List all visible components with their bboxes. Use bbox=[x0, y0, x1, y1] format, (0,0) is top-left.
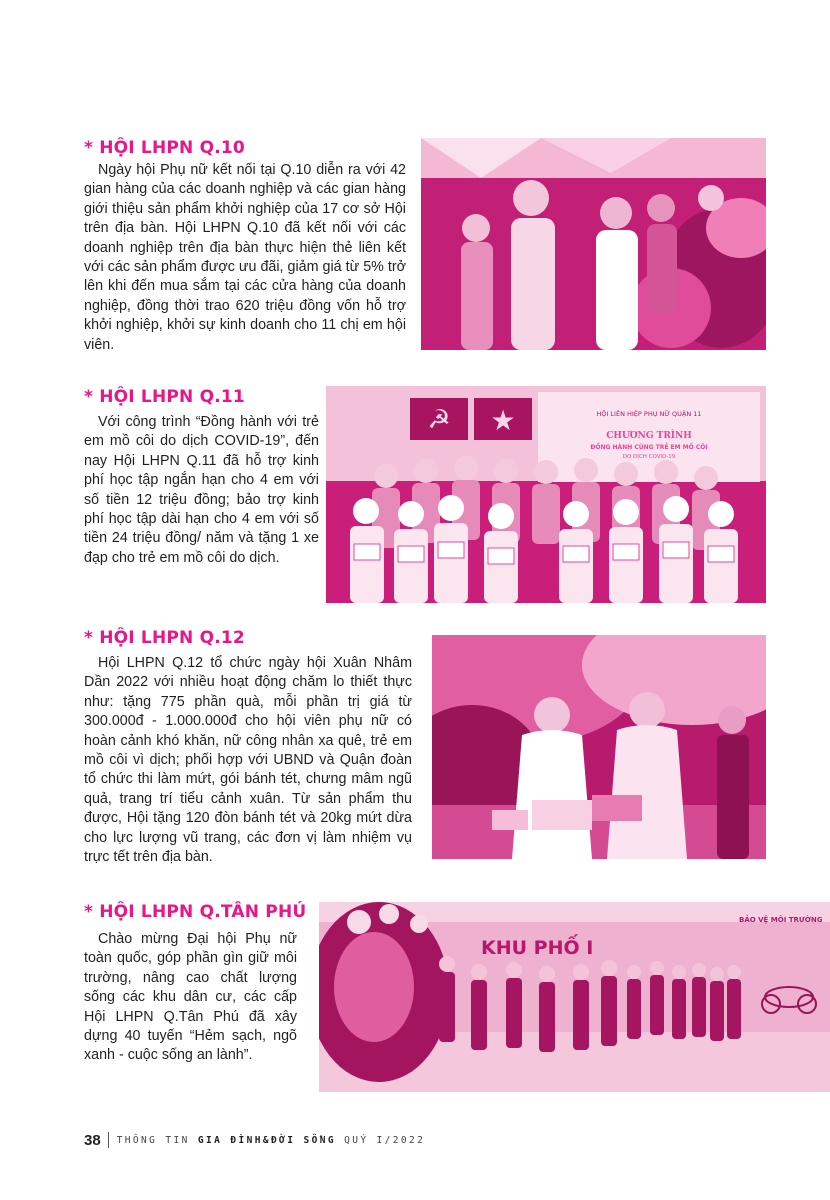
section-heading-q10: * HỘI LHPN Q.10 bbox=[84, 138, 245, 158]
wall-text-khu-pho: KHU PHỐ I bbox=[481, 937, 594, 959]
publication-prefix: THÔNG TIN bbox=[116, 1134, 190, 1146]
photo-q10-market bbox=[421, 138, 766, 350]
page-number: 38 bbox=[84, 1131, 101, 1149]
banner-line2: ĐỒNG HÀNH CÙNG TRẺ EM MỒ CÔI bbox=[590, 444, 708, 451]
photo-tan-phu-green-alley bbox=[319, 902, 830, 1092]
section-heading-q12: * HỘI LHPN Q.12 bbox=[84, 628, 245, 648]
banner-org: HỘI LIÊN HIỆP PHỤ NỮ QUẬN 11 bbox=[596, 410, 702, 418]
photo-q12-gift-event bbox=[432, 635, 766, 859]
svg-text:☭: ☭ bbox=[427, 405, 451, 435]
publication-issue: QUÝ I/2022 bbox=[344, 1134, 426, 1146]
svg-text:★: ★ bbox=[490, 404, 516, 437]
page-footer bbox=[84, 1128, 425, 1152]
publication-name-2: ĐỜI SỐNG bbox=[270, 1134, 336, 1146]
section-body-q11: Với công trình “Đồng hành với trẻ em mồ côi do dịch COVID-19”, đến nay Hội LHPN Q.11 đã hỗ trợ kinh phí học tập ngắn hạn cho 4 em với số tiền 12 triệu đồng; bảo trợ kinh phí học tập dài hạn cho 4 em với số tiền 24 triệu đồng/ năm và tặng 1 xe đạp cho trẻ em mồ côi do dịch. bbox=[84, 414, 319, 566]
banner-line3: DO DỊCH COVID-19 bbox=[622, 454, 676, 460]
publication-name-1: GIA ĐÌNH bbox=[197, 1134, 263, 1146]
publication-amp: & bbox=[262, 1134, 271, 1146]
wall-text-small: BẢO VỆ MÔI TRƯỜNG bbox=[739, 916, 823, 924]
section-heading-tan-phu: * HỘI LHPN Q.TÂN PHÚ bbox=[84, 902, 307, 922]
photo-q11-orphan-support bbox=[326, 386, 766, 603]
section-body-tan-phu: Chào mừng Đại hội Phụ nữ toàn quốc, góp phần gìn giữ môi trường, nâng cao chất lượng sống các khu dân cư, các cấp Hội LHPN Q.Tân Phú đã xây dựng 40 tuyến “Hẻm sạch, ngõ xanh - cuộc sống an lành”. bbox=[84, 931, 297, 1064]
section-heading-q11: * HỘI LHPN Q.11 bbox=[84, 387, 245, 407]
section-body-q10: Ngày hội Phụ nữ kết nối tại Q.10 diễn ra với 42 gian hàng của các doanh nghiệp và các gian hàng giới thiệu sản phẩm khởi nghiệp của 17 cơ sở Hội trên địa bàn. Hội LHPN Q.10 đã kết nối với các doanh nghiệp trên địa bàn thực hiện thẻ liên kết với các sản phẩm được ưu đãi, giảm giá từ 5% trở lên khi đến mua sắm tại các cửa hàng của doanh nghiệp, đồng thời trao 620 triệu đồng vốn hỗ trợ khởi nghiệp, khởi sự kinh doanh cho 11 chị em hội viên. bbox=[84, 162, 406, 353]
publication-name bbox=[117, 1135, 426, 1146]
section-body-q12: Hội LHPN Q.12 tổ chức ngày hội Xuân Nhâm Dần 2022 với nhiều hoạt động chăm lo thiết thực như: tặng 775 phần quà, mỗi phần trị giá từ 300.000đ - 1.000.000đ cho hội viên phụ nữ có hoàn cảnh khó khăn, nữ công nhân xa quê, trẻ em mồ côi vì dịch; phối hợp với UBND và Quận đoàn tổ chức thi làm mứt, gói bánh tét, chưng mâm ngũ quả, trang trí tiểu cảnh xuân. Từ sản phẩm thu được, Hội tặng 120 đòn bánh tét và 20kg mứt dừa cho lực lượng vũ trang, các đơn vị làm nhiệm vụ trực tết trên địa bàn. bbox=[84, 655, 412, 866]
footer-divider bbox=[108, 1132, 109, 1148]
banner-title: CHƯƠNG TRÌNH bbox=[606, 431, 692, 441]
